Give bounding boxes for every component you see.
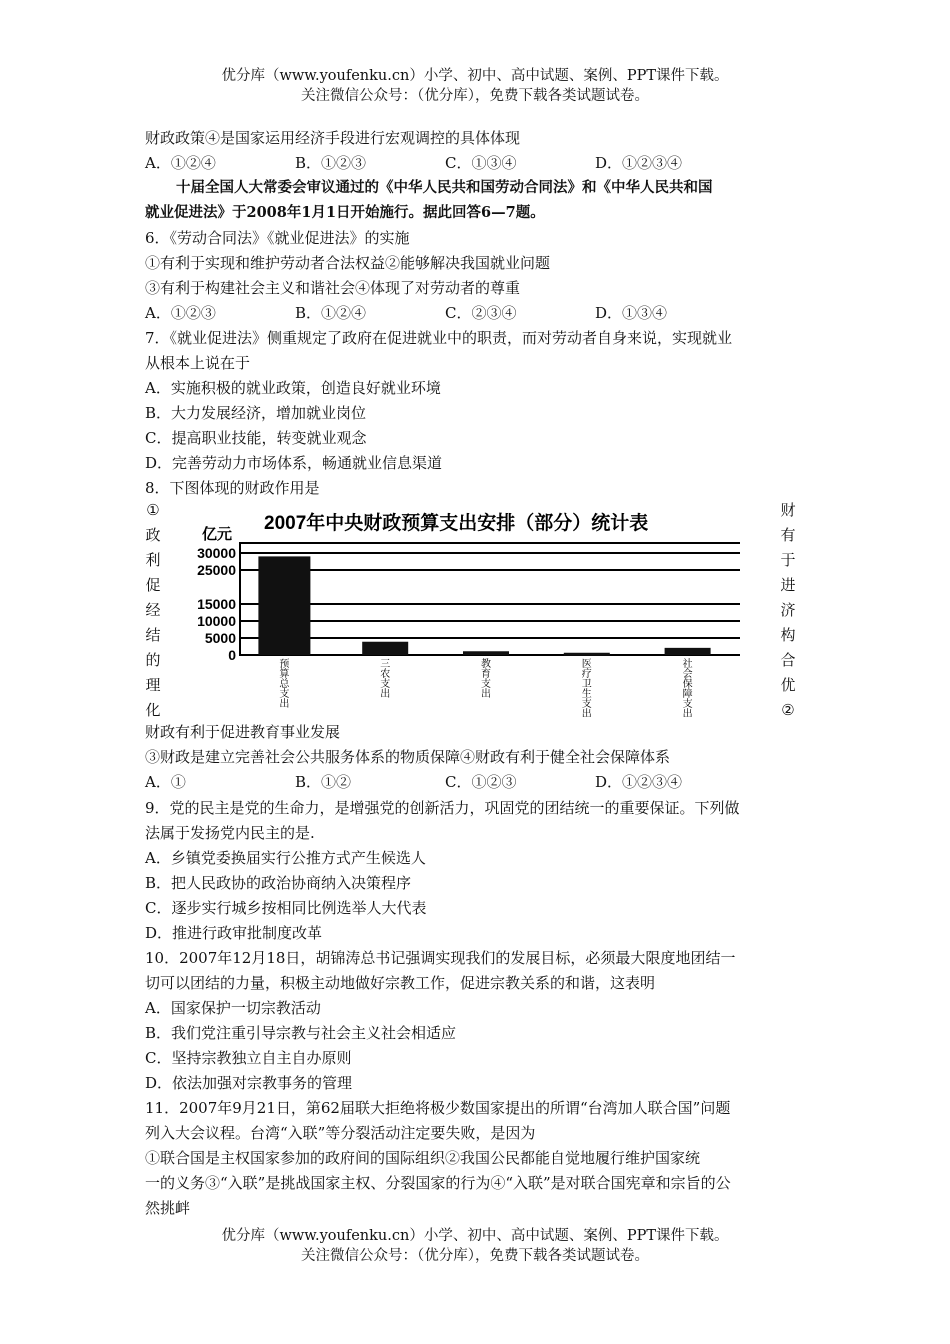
y-tick-labels [197, 545, 236, 663]
left-col-char: ① [146, 501, 160, 519]
q8-statement-line: 财政有利于促进教育事业发展 [145, 723, 341, 741]
q7-option-a: A．实施积极的就业政策，创造良好就业环境 [145, 379, 441, 397]
right-col-char: 进 [780, 576, 796, 594]
left-col-char: 促 [145, 576, 161, 594]
left-col-char: 的 [145, 651, 161, 669]
intro-line-1: 十届全国人大常委会审议通过的《中华人民共和国劳动合同法》和《中华人民共和国 [176, 179, 713, 196]
q9-option-b: B．把人民政协的政治协商纳入决策程序 [145, 874, 412, 892]
right-col-char: 合 [780, 651, 796, 669]
q11-statement-3: 然挑衅 [145, 1199, 191, 1217]
q5-continuation: 财政政策④是国家运用经济手段进行宏观调控的具体体现 [145, 129, 521, 147]
chart-grid [240, 543, 740, 655]
right-col-char: 财 [780, 501, 796, 519]
q9-option-c: C．逐步实行城乡按相同比例选举人大代表 [145, 899, 427, 917]
q5-option-c: C．①③④ [445, 154, 517, 172]
q6-statement-2: ③有利于构建社会主义和谐社会④体现了对劳动者的尊重 [145, 279, 521, 297]
q8-statement-2: ③财政是建立完善社会公共服务体系的物质保障④财政有利于健全社会保障体系 [145, 748, 671, 766]
q8-left-column [145, 498, 161, 723]
x-tick-label: 教育支出 [481, 659, 491, 700]
q5-option-b: B．①②③ [295, 154, 367, 172]
left-col-char: 结 [145, 626, 161, 644]
right-col-char: 构 [780, 626, 796, 644]
q6-stem: 6．《劳动合同法》《就业促进法》的实施 [145, 229, 410, 247]
y-tick-label: 15000 [197, 596, 236, 612]
left-col-char: 理 [145, 676, 161, 694]
left-col-char: 经 [145, 601, 161, 619]
y-tick-label: 10000 [197, 613, 236, 629]
q8-right-column [780, 498, 796, 723]
q7-option-d: D．完善劳动力市场体系，畅通就业信息渠道 [145, 454, 443, 472]
bar [362, 642, 408, 655]
chart-title: 2007年中央财政预算支出安排（部分）统计表 [264, 513, 649, 534]
q6-statement-1: ①有利于实现和维护劳动者合法权益②能够解决我国就业问题 [145, 254, 551, 272]
bar [564, 653, 610, 656]
q10-option-d: D．依法加强对宗教事务的管理 [145, 1074, 353, 1092]
q10-option-a: A．国家保护一切宗教活动 [145, 999, 321, 1017]
q8-option-c: C．①②③ [445, 773, 517, 791]
q6-option-a: A．①②③ [145, 304, 216, 322]
x-tick-labels [279, 657, 692, 717]
q10-option-b: B．我们党注重引导宗教与社会主义社会相适应 [145, 1024, 457, 1042]
y-tick-label: 30000 [197, 545, 236, 561]
q10-stem-1: 10．2007年12月18日，胡锦涛总书记强调实现我们的发展目标，必须最大限度地团结一 [145, 949, 736, 967]
q6-option-b: B．①②④ [295, 304, 367, 322]
footer-line-1: 优分库（www.youfenku.cn）小学、初中、高中试题、案例、PPT课件下载。 [221, 1228, 729, 1244]
q9-option-d: D．推进行政审批制度改革 [145, 924, 323, 942]
x-tick-label: 预算总支出 [279, 659, 290, 710]
y-tick-label: 0 [228, 647, 236, 663]
header-line-2: 关注微信公众号：（优分库），免费下载各类试题试卷。 [301, 88, 649, 104]
q8-stem: 8．下图体现的财政作用是 [145, 479, 320, 497]
bar [258, 556, 310, 655]
x-tick-label: 社会保障支出 [682, 659, 693, 717]
right-col-char: ② [781, 701, 795, 719]
chart-bars [258, 556, 710, 655]
q7-stem-1: 7．《就业促进法》侧重规定了政府在促进就业中的职责，而对劳动者自身来说，实现就业 [145, 329, 733, 347]
bar [463, 651, 509, 655]
intro-line-2: 就业促进法》于2008年1月1日开始施行。据此回答6—7题。 [145, 204, 545, 221]
q6-option-c: C．②③④ [445, 304, 517, 322]
right-col-char: 优 [780, 676, 796, 694]
y-axis-unit: 亿元 [202, 526, 233, 543]
q9-stem-1: 9．党的民主是党的生命力，是增强党的创新活力，巩固党的团结统一的重要保证。下列做 [145, 799, 740, 817]
q9-stem-2: 法属于发扬党内民主的是. [145, 824, 315, 842]
left-col-char: 化 [145, 701, 161, 719]
y-tick-label: 5000 [204, 630, 236, 646]
footer-line-2: 关注微信公众号：（优分库），免费下载各类试题试卷。 [301, 1248, 649, 1264]
right-col-char: 有 [780, 526, 796, 544]
q10-stem-2: 切可以团结的力量，积极主动地做好宗教工作，促进宗教关系的和谐，这表明 [145, 974, 656, 992]
q11-statement-2: 一的义务③“入联”是挑战国家主权、分裂国家的行为④“入联”是对联合国宪章和宗旨的公 [145, 1174, 731, 1192]
q8-option-b: B．①② [295, 773, 352, 791]
q6-option-d: D．①③④ [595, 304, 668, 322]
q11-statement-1: ①联合国是主权国家参加的政府间的国际组织②我国公民都能自觉地履行维护国家统 [145, 1149, 701, 1167]
q8-option-a: A．① [145, 773, 186, 791]
q11-stem-2: 列入大会议程。台湾“入联”等分裂活动注定要失败，是因为 [145, 1124, 536, 1142]
x-tick-label: 医疗卫生支出 [581, 659, 592, 717]
header-line-1: 优分库（www.youfenku.cn）小学、初中、高中试题、案例、PPT课件下载。 [221, 68, 729, 84]
q8-option-d: D．①②③④ [595, 773, 683, 791]
y-tick-label: 25000 [197, 562, 236, 578]
q7-stem-2: 从根本上说在于 [145, 354, 251, 372]
q11-stem-1: 11．2007年9月21日，第62届联大拒绝将极少数国家提出的所谓“台湾加人联合国”问题 [145, 1099, 731, 1117]
page-header [0, 66, 950, 106]
right-col-char: 于 [780, 551, 796, 569]
q7-option-c: C．提高职业技能，转变就业观念 [145, 429, 367, 447]
q5-option-a: A．①②④ [145, 154, 216, 172]
left-col-char: 利 [145, 551, 161, 569]
x-tick-label: 三农支出 [380, 659, 391, 700]
q10-option-c: C．坚持宗教独立自主自办原则 [145, 1049, 352, 1067]
right-col-char: 济 [780, 601, 796, 619]
page-footer [0, 1226, 950, 1266]
q9-option-a: A．乡镇党委换届实行公推方式产生候选人 [145, 849, 426, 867]
q7-option-b: B．大力发展经济，增加就业岗位 [145, 404, 367, 422]
bar [665, 648, 711, 655]
budget-bar-chart [178, 505, 740, 717]
left-col-char: 政 [145, 526, 161, 544]
q5-option-d: D．①②③④ [595, 154, 683, 172]
